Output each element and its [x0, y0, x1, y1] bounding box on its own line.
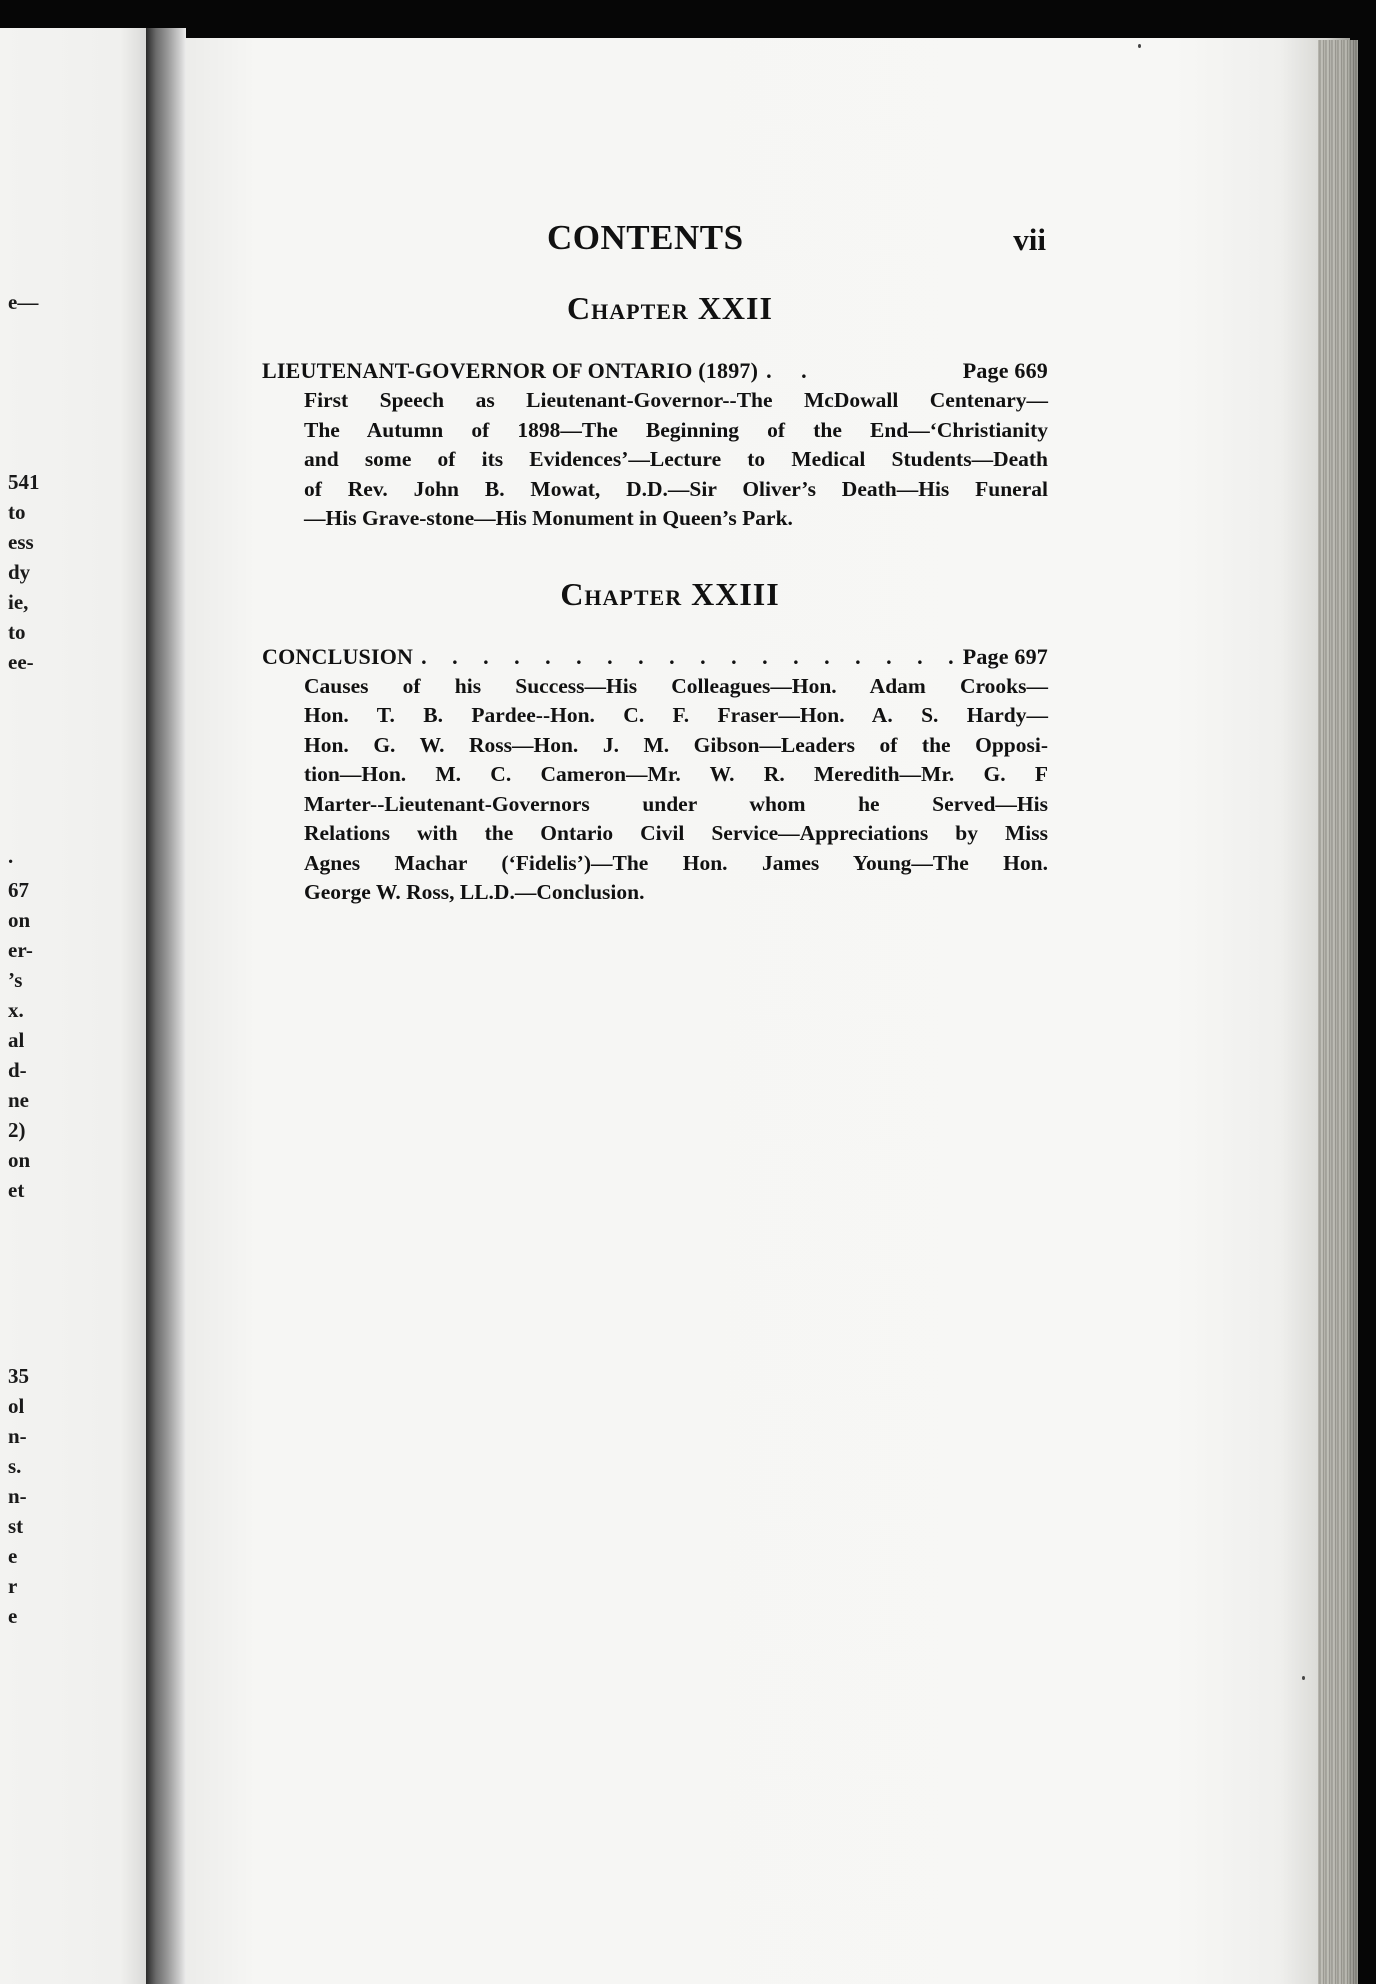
page-block-edge: [1318, 40, 1358, 1984]
left-fragment: 35: [8, 1364, 29, 1388]
left-fragment: ess: [8, 530, 34, 554]
book-gutter: [146, 28, 186, 1984]
left-fragment: st: [8, 1514, 24, 1538]
summary-line: of Rev. John B. Mowat, D.D.—Sir Oliver’s Death—His Funeral: [304, 476, 1048, 501]
summary-line: tion—Hon. M. C. Cameron—Mr. W. R. Meredith—Mr. G. F: [304, 762, 1048, 786]
entry-summary: [304, 386, 1048, 534]
left-fragment: d-: [8, 1058, 27, 1082]
left-fragment: er-: [8, 938, 33, 962]
chapter-heading: Chapter XXII: [567, 290, 773, 326]
summary-line: Agnes Machar (‘Fidelis’)—The Hon. James Young—The Hon.: [304, 850, 1048, 875]
left-fragment: ee-: [8, 650, 34, 674]
left-fragment: ie,: [8, 590, 29, 614]
left-fragment: .: [8, 844, 14, 868]
dot-leader: [421, 643, 955, 671]
entry-summary: [304, 672, 1048, 908]
left-fragment: ol: [8, 1394, 25, 1418]
entry-page-ref: Page 697: [962, 643, 1048, 669]
page-title: CONTENTS: [547, 218, 744, 257]
summary-line: George W. Ross, LL.D.—Conclusion.: [304, 880, 645, 904]
entry-title: LIEUTENANT-GOVERNOR OF ONTARIO (1897): [262, 358, 759, 383]
left-fragment: 2): [8, 1118, 26, 1142]
left-fragment: on: [8, 1148, 31, 1172]
entry-title-line: [262, 643, 1048, 671]
previous-page-sliver: [0, 28, 150, 1984]
left-fragment: n-: [8, 1484, 27, 1508]
left-fragment: x.: [8, 998, 24, 1022]
entry-page-ref: Page 669: [962, 358, 1048, 383]
left-fragment: e: [8, 1604, 18, 1628]
summary-line: Relations with the Ontario Civil Service—Appreciations by Miss: [304, 821, 1048, 845]
left-fragment: to: [8, 500, 26, 524]
summary-line: Marter--Lieutenant-Governors under whom he Served—His: [304, 791, 1048, 816]
entry-title-line: [262, 357, 1048, 385]
left-fragment: n-: [8, 1424, 27, 1448]
summary-line: Hon. G. W. Ross—Hon. J. M. Gibson—Leaders of the Opposi-: [304, 732, 1048, 757]
left-fragment: 541: [8, 470, 40, 494]
summary-line: —His Grave-stone—His Monument in Queen’s Park.: [304, 506, 793, 530]
page-number: vii: [1013, 222, 1046, 257]
paper-speck: [1302, 1676, 1305, 1680]
left-fragment: s.: [8, 1454, 22, 1478]
left-fragment: 67: [8, 878, 29, 902]
dot-leader: [766, 357, 806, 385]
summary-line: First Speech as Lieutenant-Governor--The McDowall Centenary—: [304, 388, 1048, 412]
left-fragment: e—: [8, 290, 39, 314]
left-fragment: ne: [8, 1088, 29, 1112]
left-fragment: ’s: [8, 968, 23, 992]
contents-text-block: [262, 218, 1048, 908]
left-fragment: et: [8, 1178, 25, 1202]
entry-title: CONCLUSION: [262, 643, 414, 669]
chapter-heading: Chapter XXIII: [560, 575, 780, 612]
left-fragment: al: [8, 1028, 25, 1052]
paper-speck: [1138, 44, 1141, 48]
left-fragment: e: [8, 1544, 18, 1568]
summary-line: Hon. T. B. Pardee--Hon. C. F. Fraser—Hon. A. S. Hardy—: [304, 703, 1048, 727]
left-fragment: r: [8, 1574, 18, 1598]
left-fragment: to: [8, 620, 26, 644]
previous-page-text-fragments: [0, 28, 150, 1984]
left-fragment: on: [8, 908, 31, 932]
summary-line: and some of its Evidences’—Lecture to Medical Students—Death: [304, 447, 1048, 471]
left-fragment: dy: [8, 560, 31, 584]
summary-line: Causes of his Success—His Colleagues—Hon. Adam Crooks—: [304, 673, 1048, 698]
summary-line: The Autumn of 1898—The Beginning of the End—‘Christianity: [304, 417, 1048, 442]
contents-entry: [262, 357, 1048, 534]
contents-entry: [262, 643, 1048, 908]
running-head: [262, 218, 1048, 268]
